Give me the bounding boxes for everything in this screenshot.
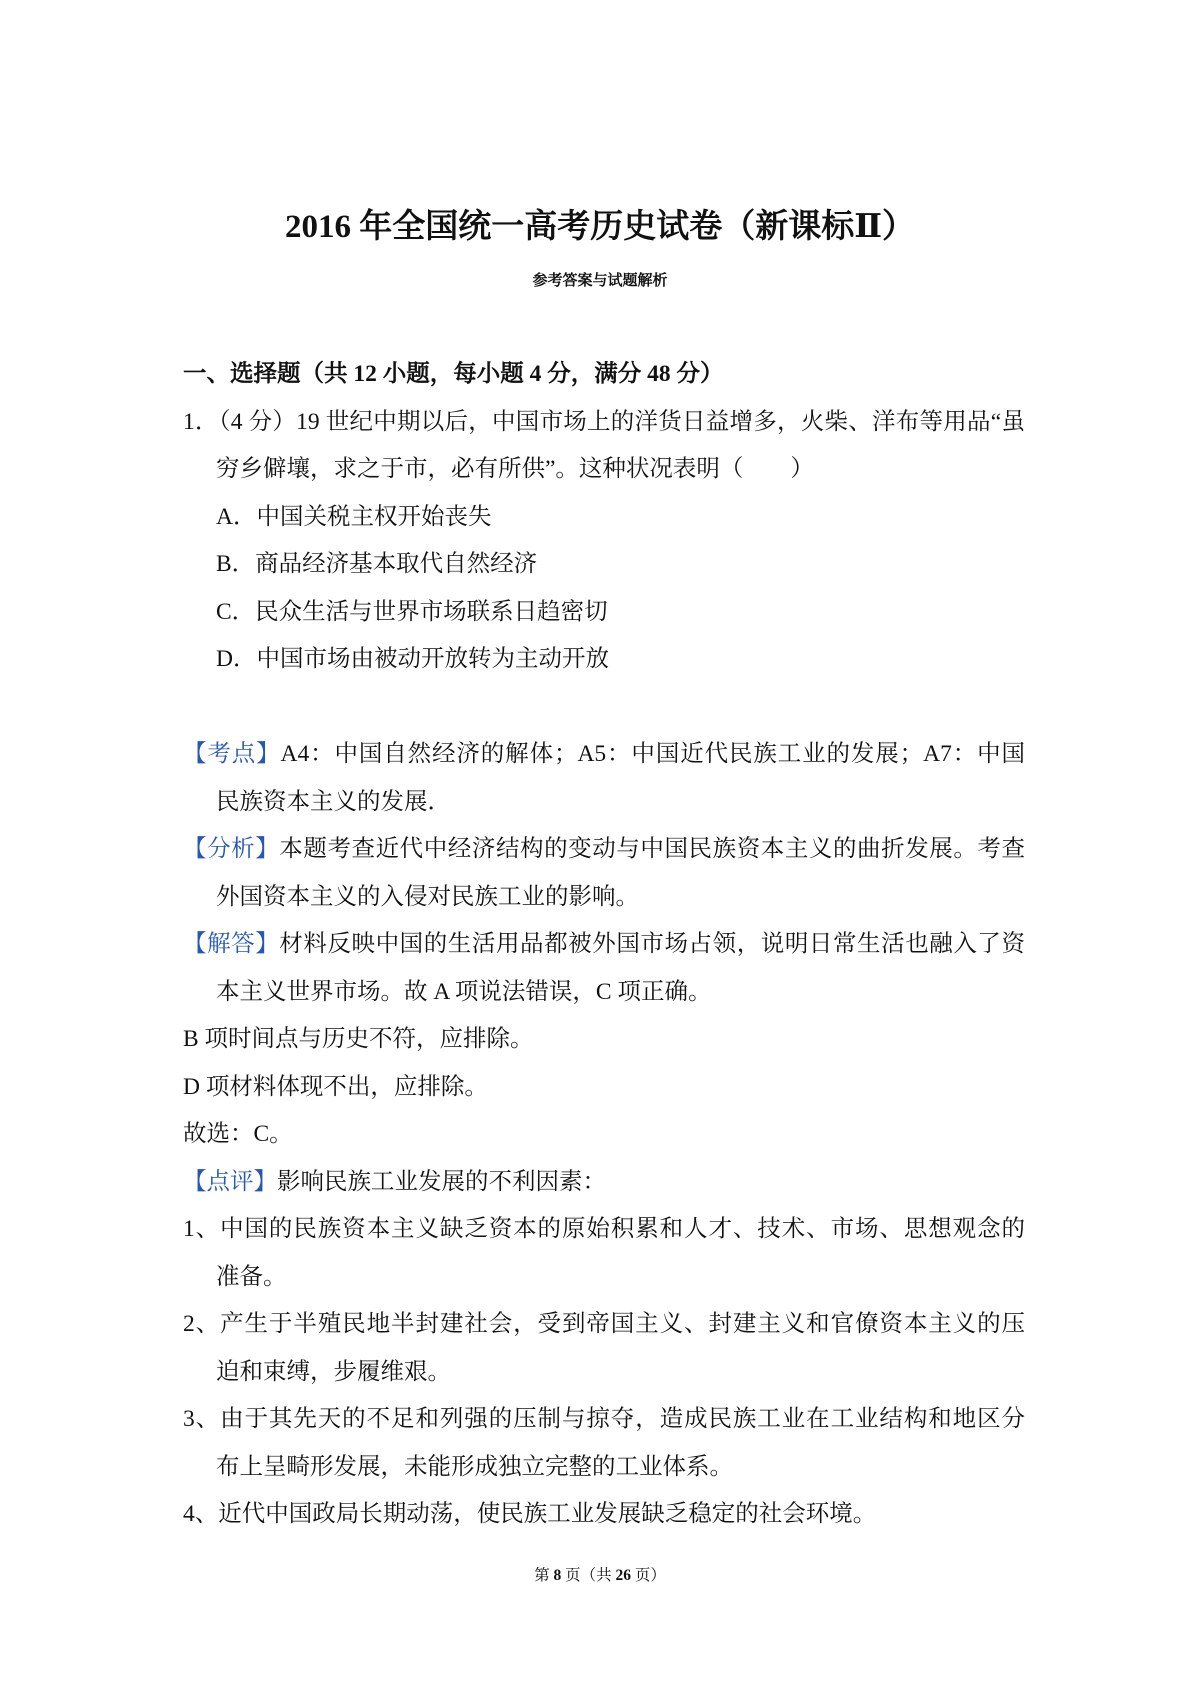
- dianping-point: 4、近代中国政局长期动荡，使民族工业发展缺乏稳定的社会环境。: [183, 1501, 877, 1527]
- jieda-line: [183, 921, 1025, 969]
- footer-suffix: 页）: [631, 1567, 666, 1584]
- jieda-line: 本主义世界市场。故 A 项说法错误，C 项正确。: [216, 978, 712, 1005]
- kaodian-text: A4：中国自然经济的解体；A5：中国近代民族工业的发展；A7：中国: [280, 741, 1025, 767]
- question-line: 穷乡僻壤，求之于市，必有所供”。这种状况表明（ ）: [216, 456, 814, 482]
- jieda-label: 【解答】: [183, 931, 280, 957]
- jieda-extra: D 项材料体现不出，应排除。: [183, 1073, 488, 1100]
- blank-line: [183, 684, 1025, 732]
- kaodian-line: 民族资本主义的发展．: [216, 788, 451, 815]
- dianping-label: 【点评】: [183, 1168, 277, 1195]
- option-c: C．民众生活与世界市场联系日趋密切: [216, 598, 608, 625]
- option-a: A．中国关税主权开始丧失: [216, 503, 492, 530]
- dianping-point-cont: 准备。: [216, 1263, 287, 1290]
- footer-page-number: 8: [553, 1567, 562, 1584]
- option-d: D．中国市场由被动开放转为主动开放: [216, 646, 609, 672]
- page-title: 2016 年全国统一高考历史试卷（新课标Ⅱ）: [284, 209, 916, 245]
- footer-prefix: 第: [534, 1567, 554, 1584]
- option-b: B．商品经济基本取代自然经济: [216, 551, 538, 577]
- fenxi-line: 外国资本主义的入侵对民族工业的影响。: [216, 883, 639, 910]
- fenxi-text: 本题考查近代中经济结构的变动与中国民族资本主义的曲折发展。考查: [279, 836, 1026, 862]
- answer-line: 故选：C。: [183, 1121, 293, 1147]
- kaodian-label: 【考点】: [183, 741, 281, 767]
- dianping-point-cont: 布上呈畸形发展，未能形成独立完整的工业体系。: [216, 1453, 733, 1480]
- dianping-point-cont: 迫和束缚，步履维艰。: [216, 1358, 451, 1385]
- dianping-point: 2、产生于半殖民地半封建社会，受到帝国主义、封建主义和官僚资本主义的压: [183, 1311, 1025, 1337]
- footer-mid: 页（共: [561, 1567, 616, 1584]
- page-subtitle: 参考答案与试题解析: [532, 273, 668, 289]
- fenxi-label: 【分析】: [183, 836, 280, 862]
- section-heading: 一、选择题（共 12 小题，每小题 4 分，满分 48 分）: [183, 361, 724, 387]
- fenxi-line: [183, 826, 1025, 874]
- page-footer: [0, 1565, 1200, 1587]
- kaodian-line: [183, 731, 1025, 779]
- dianping-point: 1、中国的民族资本主义缺乏资本的原始积累和人才、技术、市场、思想观念的: [183, 1216, 1025, 1242]
- jieda-text: 材料反映中国的生活用品都被外国市场占领，说明日常生活也融入了资: [279, 931, 1026, 957]
- jieda-extra: B 项时间点与历史不符，应排除。: [183, 1026, 534, 1052]
- dianping-intro: 影响民族工业发展的不利因素：: [277, 1168, 606, 1195]
- footer-total-pages: 26: [615, 1567, 631, 1584]
- question-line: 1．（4 分）19 世纪中期以后，中国市场上的洋货日益增多，火柴、洋布等用品“虽: [183, 408, 1025, 435]
- dianping-line: [183, 1159, 1025, 1207]
- dianping-point: 3、由于其先天的不足和列强的压制与掠夺，造成民族工业在工业结构和地区分: [183, 1406, 1025, 1432]
- document-body: [183, 351, 1025, 1539]
